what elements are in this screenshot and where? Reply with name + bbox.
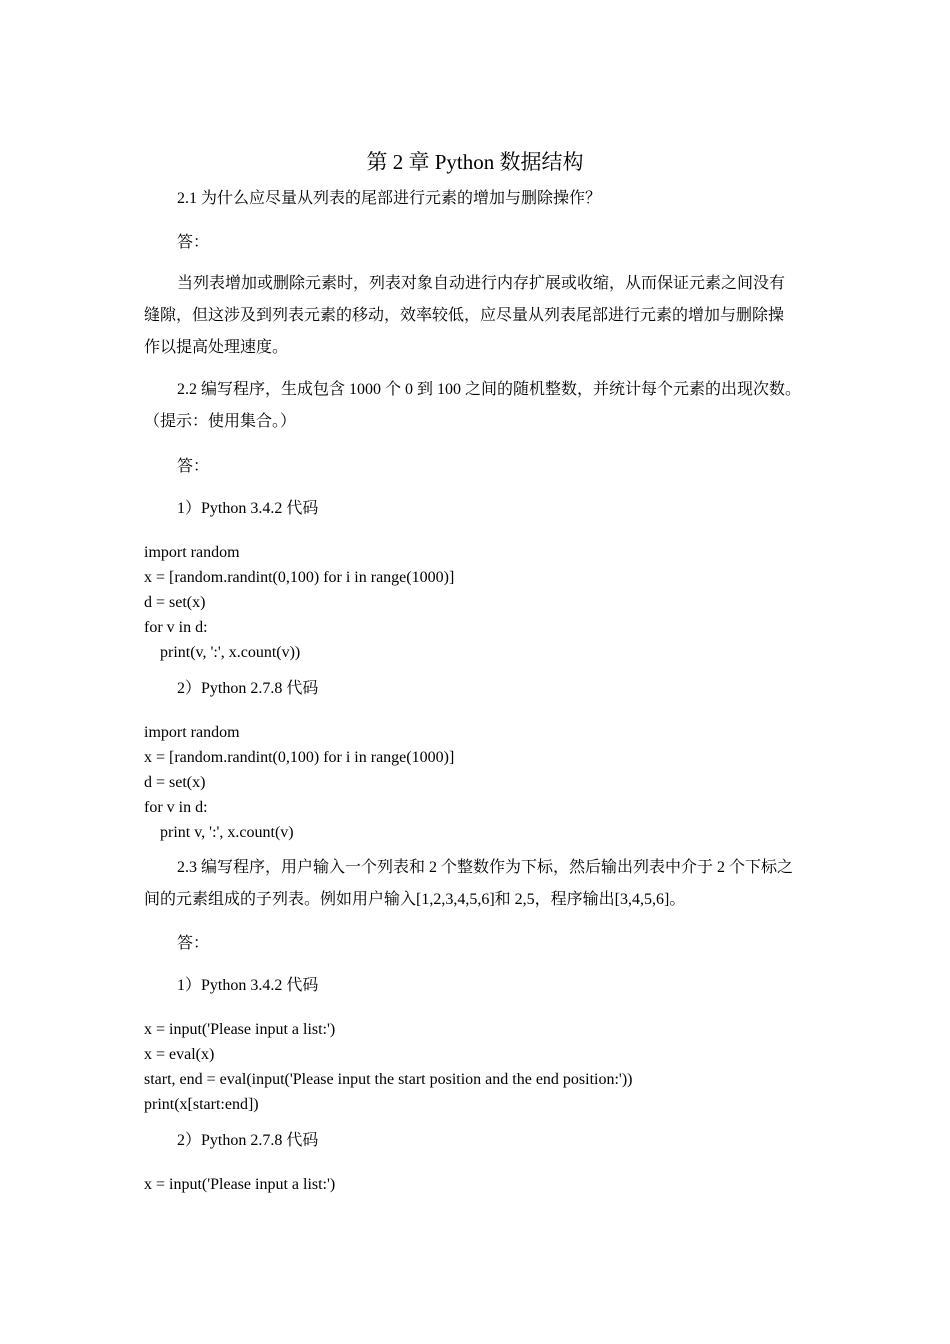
paragraph-line: 间的元素组成的子列表。例如用户输入[1,2,3,4,5,6]和 2,5，程序输出[3,4,5,6]。 xyxy=(144,891,686,908)
code-block xyxy=(144,540,454,665)
code-line: for v in d: xyxy=(144,799,208,816)
question-2-1: 2.1 为什么应尽量从列表的尾部进行元素的增加与删除操作？ xyxy=(177,190,602,207)
code-line: d = set(x) xyxy=(144,774,206,791)
code-block xyxy=(144,1017,632,1117)
code-line: x = [random.randint(0,100) for i in range(1000)] xyxy=(144,569,455,586)
paragraph-line: 缝隙，但这涉及到列表元素的移动，效率较低，应尽量从列表尾部进行元素的增加与删除操 xyxy=(144,307,785,324)
chapter-title: 第 2 章 Python 数据结构 xyxy=(366,150,584,174)
code-line: d = set(x) xyxy=(144,594,206,611)
code-line: import random xyxy=(144,724,240,741)
code-line: x = input('Please input a list:') xyxy=(144,1021,336,1038)
code-line: import random xyxy=(144,544,240,561)
question-2-3 xyxy=(144,852,807,916)
version-heading: 2）Python 2.7.8 代码 xyxy=(177,1132,319,1149)
code-line: print(x[start:end]) xyxy=(144,1096,259,1113)
code-line: start, end = eval(input('Please input the start position and the end position:')) xyxy=(144,1071,633,1088)
code-block xyxy=(144,1172,335,1197)
answer-label: 答： xyxy=(177,234,210,251)
version-heading: 2）Python 2.7.8 代码 xyxy=(177,680,319,697)
code-line: x = eval(x) xyxy=(144,1046,215,1063)
code-line: x = input('Please input a list:') xyxy=(144,1176,336,1193)
paragraph-line: 当列表增加或删除元素时，列表对象自动进行内存扩展或收缩，从而保证元素之间没有 xyxy=(177,275,786,292)
code-line: print v, ':', x.count(v) xyxy=(144,824,294,841)
code-block xyxy=(144,720,454,845)
version-heading: 1）Python 3.4.2 代码 xyxy=(177,500,319,517)
paragraph-line: （提示：使用集合。） xyxy=(144,413,297,430)
paragraph-line: 作以提高处理速度。 xyxy=(144,339,289,356)
code-line: for v in d: xyxy=(144,619,208,636)
answer-label: 答： xyxy=(177,458,210,475)
answer-2-1-paragraph xyxy=(144,268,807,364)
code-line: print(v, ':', x.count(v)) xyxy=(144,644,301,661)
question-2-2 xyxy=(144,374,807,438)
answer-label: 答： xyxy=(177,935,210,952)
code-line: x = [random.randint(0,100) for i in range(1000)] xyxy=(144,749,455,766)
version-heading: 1）Python 3.4.2 代码 xyxy=(177,977,319,994)
paragraph-line: 2.2 编写程序，生成包含 1000 个 0 到 100 之间的随机整数，并统计每个元素的出现次数。 xyxy=(177,381,802,398)
paragraph-line: 2.3 编写程序，用户输入一个列表和 2 个整数作为下标，然后输出列表中介于 2 个下标之 xyxy=(177,859,794,876)
